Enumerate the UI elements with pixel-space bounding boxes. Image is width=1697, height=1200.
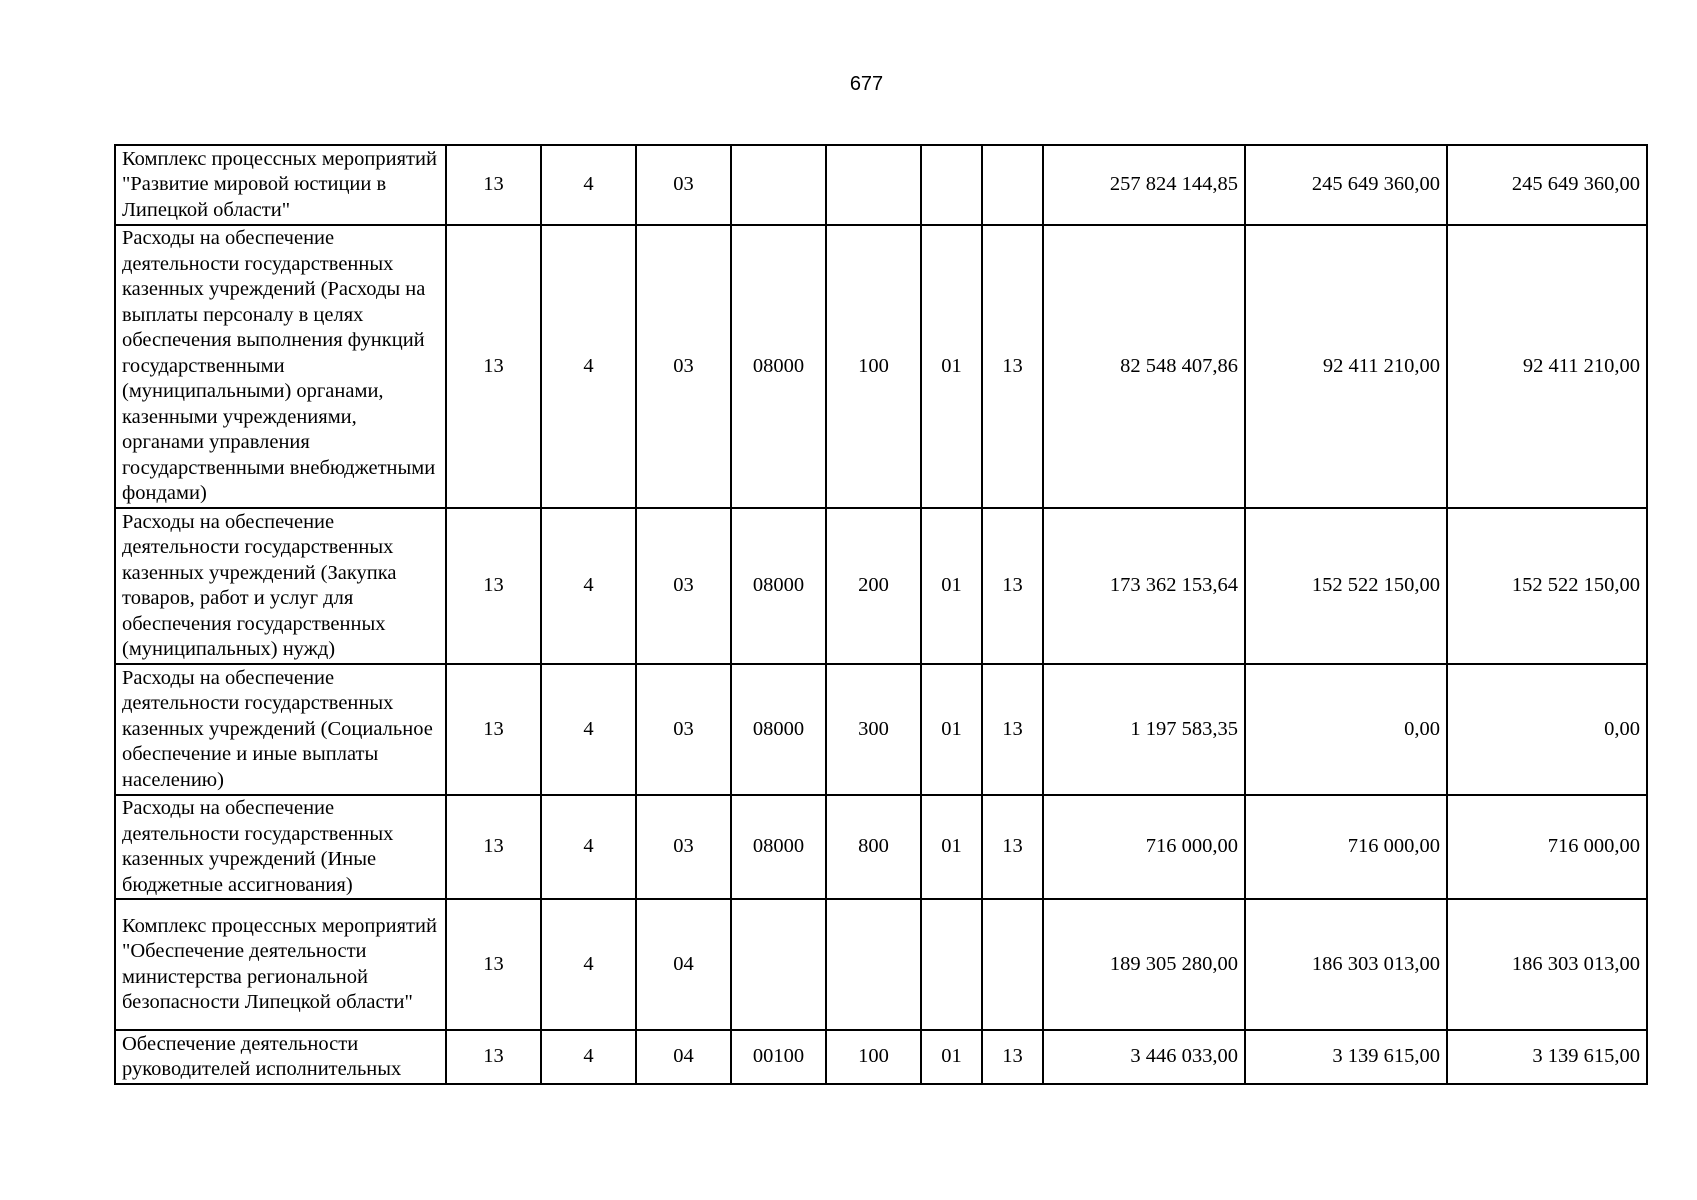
amount-cell: 186 303 013,00 <box>1447 899 1647 1030</box>
amount-cell: 3 139 615,00 <box>1447 1030 1647 1084</box>
code-cell <box>731 145 826 225</box>
amount-cell: 3 446 033,00 <box>1043 1030 1245 1084</box>
code-cell: 100 <box>826 1030 921 1084</box>
code-cell: 04 <box>636 899 731 1030</box>
code-cell: 03 <box>636 795 731 899</box>
amount-cell: 716 000,00 <box>1245 795 1447 899</box>
amount-cell: 82 548 407,86 <box>1043 225 1245 508</box>
code-cell: 08000 <box>731 795 826 899</box>
code-cell: 300 <box>826 664 921 795</box>
table-row <box>115 225 1647 508</box>
code-cell: 04 <box>636 1030 731 1084</box>
code-cell: 13 <box>446 795 541 899</box>
code-cell: 13 <box>446 1030 541 1084</box>
amount-cell: 152 522 150,00 <box>1245 508 1447 664</box>
code-cell <box>921 145 982 225</box>
amount-cell: 173 362 153,64 <box>1043 508 1245 664</box>
code-cell: 01 <box>921 225 982 508</box>
amount-cell: 245 649 360,00 <box>1447 145 1647 225</box>
code-cell <box>731 899 826 1030</box>
row-description: Расходы на обеспечение деятельности государственных казенных учреждений (Социальное обеспечение и иные выплаты населению) <box>115 664 446 795</box>
code-cell: 00100 <box>731 1030 826 1084</box>
amount-cell: 1 197 583,35 <box>1043 664 1245 795</box>
table-row <box>115 795 1647 899</box>
code-cell: 03 <box>636 664 731 795</box>
code-cell: 200 <box>826 508 921 664</box>
code-cell: 13 <box>446 664 541 795</box>
code-cell: 4 <box>541 899 636 1030</box>
code-cell: 08000 <box>731 664 826 795</box>
code-cell: 01 <box>921 795 982 899</box>
code-cell <box>982 899 1043 1030</box>
code-cell: 13 <box>446 145 541 225</box>
code-cell: 13 <box>446 508 541 664</box>
code-cell: 13 <box>446 899 541 1030</box>
code-cell: 4 <box>541 1030 636 1084</box>
amount-cell: 92 411 210,00 <box>1245 225 1447 508</box>
code-cell: 4 <box>541 664 636 795</box>
row-description: Комплекс процессных мероприятий "Развитие мировой юстиции в Липецкой области" <box>115 145 446 225</box>
code-cell: 01 <box>921 508 982 664</box>
amount-cell: 3 139 615,00 <box>1245 1030 1447 1084</box>
amount-cell: 257 824 144,85 <box>1043 145 1245 225</box>
amount-cell: 716 000,00 <box>1043 795 1245 899</box>
table-row <box>115 1030 1647 1084</box>
code-cell: 01 <box>921 1030 982 1084</box>
code-cell <box>982 145 1043 225</box>
code-cell: 4 <box>541 795 636 899</box>
code-cell: 03 <box>636 145 731 225</box>
amount-cell: 0,00 <box>1447 664 1647 795</box>
code-cell: 4 <box>541 145 636 225</box>
code-cell: 13 <box>446 225 541 508</box>
code-cell: 03 <box>636 225 731 508</box>
table-row <box>115 508 1647 664</box>
table-body <box>115 145 1647 1084</box>
code-cell <box>826 145 921 225</box>
code-cell: 03 <box>636 508 731 664</box>
row-description: Расходы на обеспечение деятельности государственных казенных учреждений (Иные бюджетные ассигнования) <box>115 795 446 899</box>
code-cell: 13 <box>982 664 1043 795</box>
amount-cell: 189 305 280,00 <box>1043 899 1245 1030</box>
code-cell: 01 <box>921 664 982 795</box>
code-cell: 13 <box>982 508 1043 664</box>
amount-cell: 186 303 013,00 <box>1245 899 1447 1030</box>
row-description: Расходы на обеспечение деятельности государственных казенных учреждений (Расходы на выплаты персоналу в целях обеспечения выполнения функций государственными (муниципальными) органами, казенными учреждениями, органами управления государственными внебюджетными фондами) <box>115 225 446 508</box>
amount-cell: 245 649 360,00 <box>1245 145 1447 225</box>
code-cell: 13 <box>982 225 1043 508</box>
row-description: Обеспечение деятельности руководителей исполнительных <box>115 1030 446 1084</box>
budget-table <box>114 144 1648 1085</box>
code-cell: 13 <box>982 1030 1043 1084</box>
page-number: 677 <box>849 73 884 95</box>
amount-cell: 0,00 <box>1245 664 1447 795</box>
code-cell: 08000 <box>731 508 826 664</box>
row-description: Расходы на обеспечение деятельности государственных казенных учреждений (Закупка товаров, работ и услуг для обеспечения государственных (муниципальных) нужд) <box>115 508 446 664</box>
code-cell: 800 <box>826 795 921 899</box>
table-row <box>115 145 1647 225</box>
amount-cell: 152 522 150,00 <box>1447 508 1647 664</box>
code-cell: 100 <box>826 225 921 508</box>
row-description: Комплекс процессных мероприятий "Обеспечение деятельности министерства региональной безопасности Липецкой области" <box>115 899 446 1030</box>
code-cell <box>921 899 982 1030</box>
table-row <box>115 899 1647 1030</box>
code-cell <box>826 899 921 1030</box>
amount-cell: 716 000,00 <box>1447 795 1647 899</box>
code-cell: 13 <box>982 795 1043 899</box>
table-row <box>115 664 1647 795</box>
code-cell: 08000 <box>731 225 826 508</box>
amount-cell: 92 411 210,00 <box>1447 225 1647 508</box>
code-cell: 4 <box>541 225 636 508</box>
code-cell: 4 <box>541 508 636 664</box>
